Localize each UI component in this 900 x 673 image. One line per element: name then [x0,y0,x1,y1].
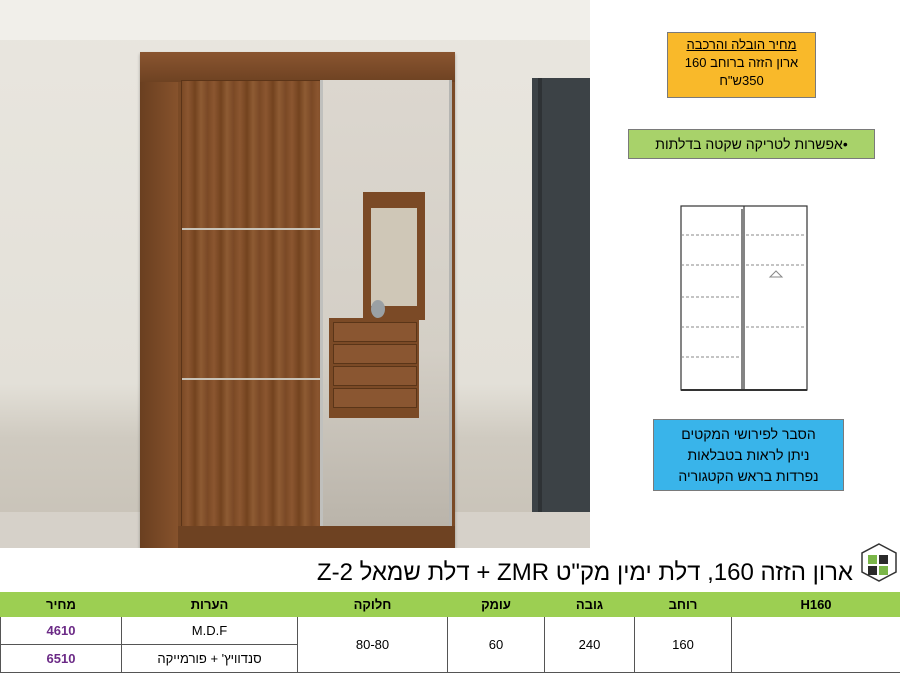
reflected-dresser [329,318,419,418]
brand-logo-icon [860,542,898,582]
col-header-price: מחיר [1,593,122,617]
table-header-row [1,593,900,617]
info-box-line1: הסבר לפירושי המקטים [654,424,843,445]
sku-explanation-box [653,419,844,491]
reflected-mirror [363,192,425,320]
spec-table [0,592,900,673]
vase [371,300,385,318]
row-price: 6510 [1,645,122,673]
wardrobe-diagram [680,205,810,393]
soft-close-option-box: •אפשרות לטריקה שקטה בדלתות [628,129,875,159]
col-header-depth: עומק [448,593,545,617]
row-notes: M.D.F [122,617,298,645]
cell-depth: 60 [448,617,545,673]
wardrobe [140,52,455,548]
price-box-line1: מחיר הובלה והרכבה [668,36,815,54]
col-header-division: חלוקה [298,593,448,617]
info-box-line3: נפרדות בראש הקטגוריה [654,466,843,487]
price-box-line2: ארון הזזה ברוחב 160 [668,54,815,72]
row-price: 4610 [1,617,122,645]
cell-division: 80-80 [298,617,448,673]
cell-code [732,617,900,673]
info-box-line2: ניתן לראות בטבלאות [654,445,843,466]
cell-width: 160 [635,617,732,673]
col-header-notes: הערות [122,593,298,617]
ceiling [0,0,590,40]
table-row [1,617,900,645]
row-notes: סנדוויץ' + פורמייקה [122,645,298,673]
price-box-line3: 350ש"ח [668,72,815,90]
col-header-height: גובה [545,593,635,617]
col-header-code: H160 [732,593,900,617]
col-header-width: רוחב [635,593,732,617]
window-curtain [532,78,590,523]
cell-height: 240 [545,617,635,673]
wood-door [181,80,321,528]
product-title: ארון הזזה 160, דלת ימין מק"ט ZMR + דלת שמאל Z-2 [205,557,853,589]
delivery-price-box [667,32,816,98]
mirror-door [320,80,452,526]
